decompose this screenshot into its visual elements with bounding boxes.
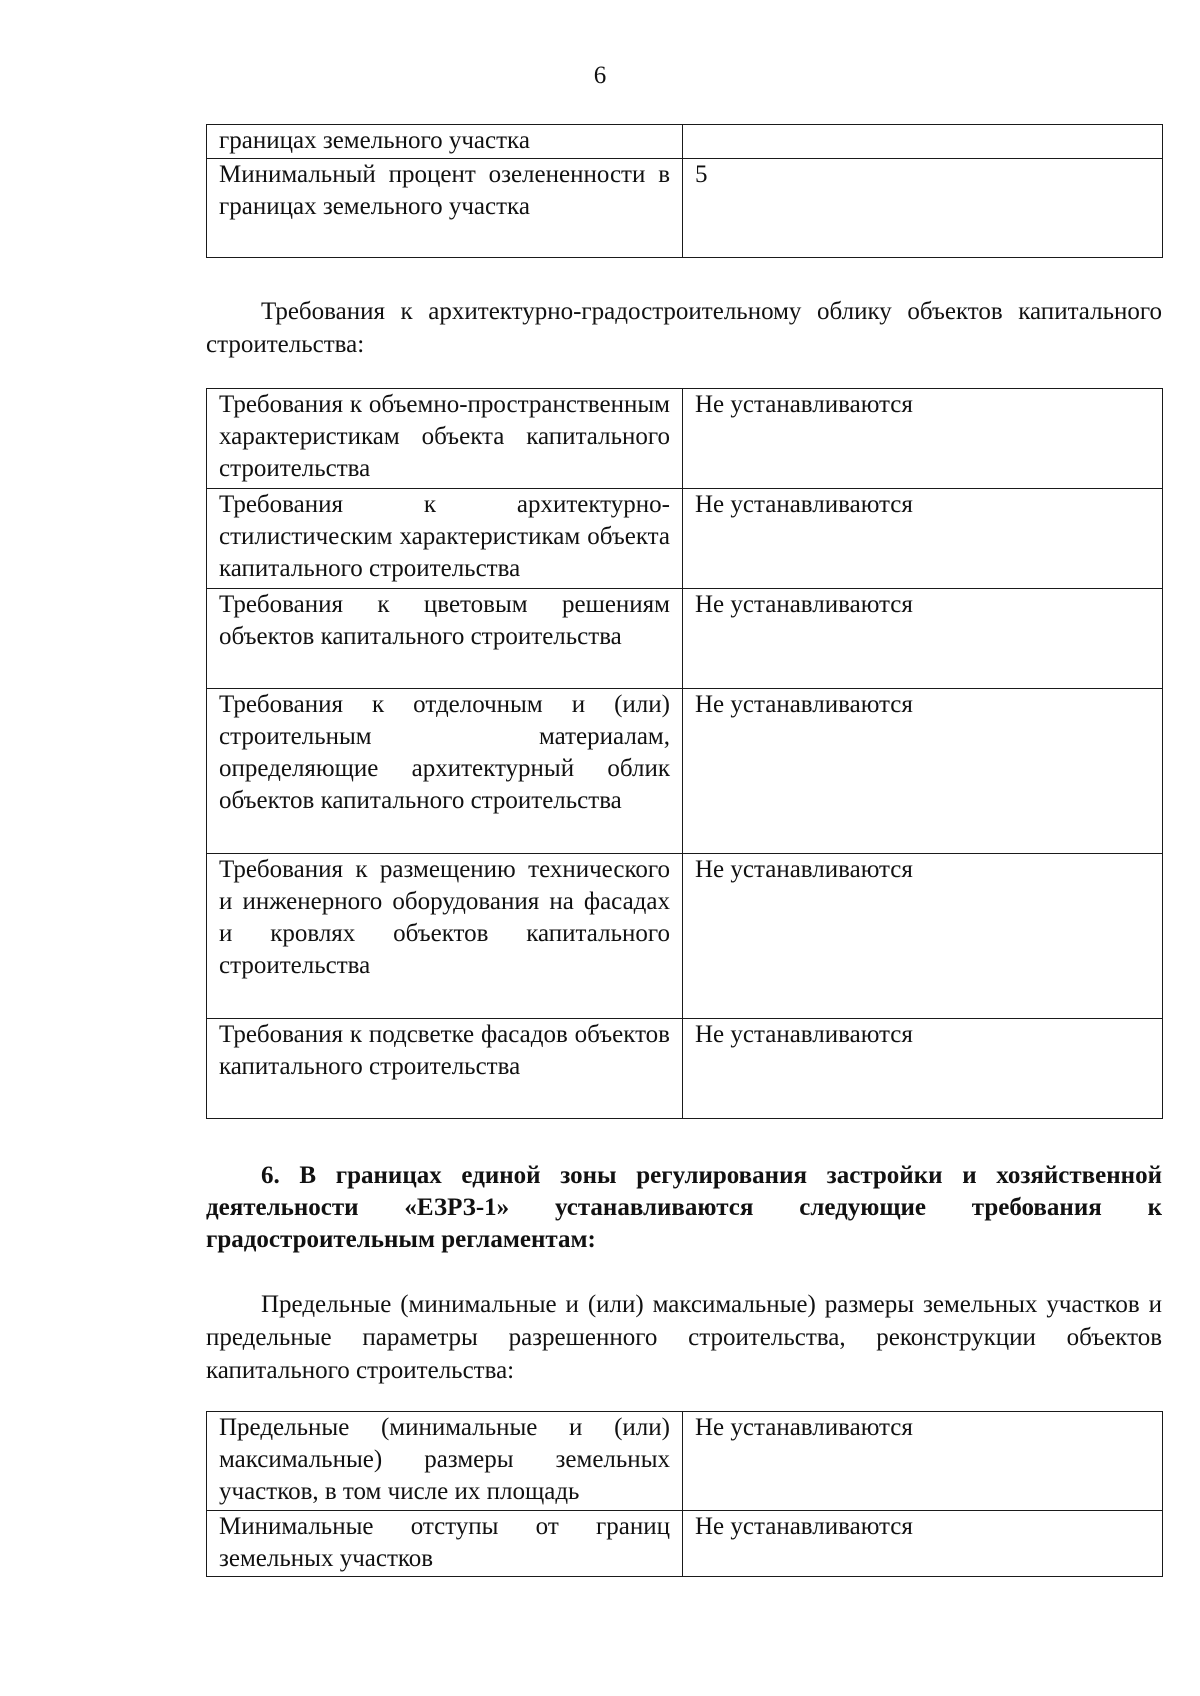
row-label: Минимальные отступы от границ земельных участков [207, 1511, 683, 1577]
table-row [207, 489, 1163, 589]
table-row [207, 125, 1163, 159]
table-land-plot-parameters [206, 1411, 1163, 1577]
row-value: 5 [683, 159, 1163, 258]
row-value: Не устанавливаются [683, 854, 1163, 1019]
row-label: Требования к цветовым решениям объектов капитального строительства [207, 589, 683, 689]
row-label: Требования к архитектурно-стилистическим характеристикам объекта капитального строительства [207, 489, 683, 589]
row-value: Не устанавливаются [683, 1019, 1163, 1119]
table-row [207, 589, 1163, 689]
section-6-heading: 6. В границах единой зоны регулирования застройки и хозяйственной деятельности «ЕЗРЗ-1» устанавливаются следующие требования к градостроительным регламентам: [206, 1162, 1162, 1253]
row-value: Не устанавливаются [683, 489, 1163, 589]
table-row [207, 1019, 1163, 1119]
paragraph-architectural-requirements: Требования к архитектурно-градостроительному облику объектов капитального строительства: [206, 298, 1162, 358]
row-value: Не устанавливаются [683, 689, 1163, 854]
row-label: границах земельного участка [207, 125, 683, 159]
row-label: Предельные (минимальные и (или) максимальные) размеры земельных участков, в том числе их площадь [207, 1412, 683, 1511]
row-value [683, 125, 1163, 159]
table-row [207, 689, 1163, 854]
row-value: Не устанавливаются [683, 589, 1163, 689]
table-row [207, 1511, 1163, 1577]
row-label: Требования к отделочным и (или) строительным материалам, определяющие архитектурный облик объектов капитального строительства [207, 689, 683, 854]
row-value: Не устанавливаются [683, 389, 1163, 489]
table-green-percent [206, 124, 1163, 258]
row-value: Не устанавливаются [683, 1511, 1163, 1577]
row-label: Требования к подсветке фасадов объектов капитального строительства [207, 1019, 683, 1119]
row-label: Требования к размещению технического и инженерного оборудования на фасадах и кровлях объектов капитального строительства [207, 854, 683, 1019]
row-value: Не устанавливаются [683, 1412, 1163, 1511]
page-number: 6 [593, 62, 607, 89]
section-6-paragraph: Предельные (минимальные и (или) максимальные) размеры земельных участков и предельные параметры разрешенного строительства, реконструкции объектов капитального строительства: [206, 1291, 1162, 1384]
table-row [207, 159, 1163, 258]
table-row [207, 1412, 1163, 1511]
row-label: Требования к объемно-пространственным характеристикам объекта капитального строительства [207, 389, 683, 489]
table-row [207, 854, 1163, 1019]
table-row [207, 389, 1163, 489]
table-architectural-requirements [206, 388, 1163, 1119]
row-label: Минимальный процент озелененности в границах земельного участка [207, 159, 683, 258]
